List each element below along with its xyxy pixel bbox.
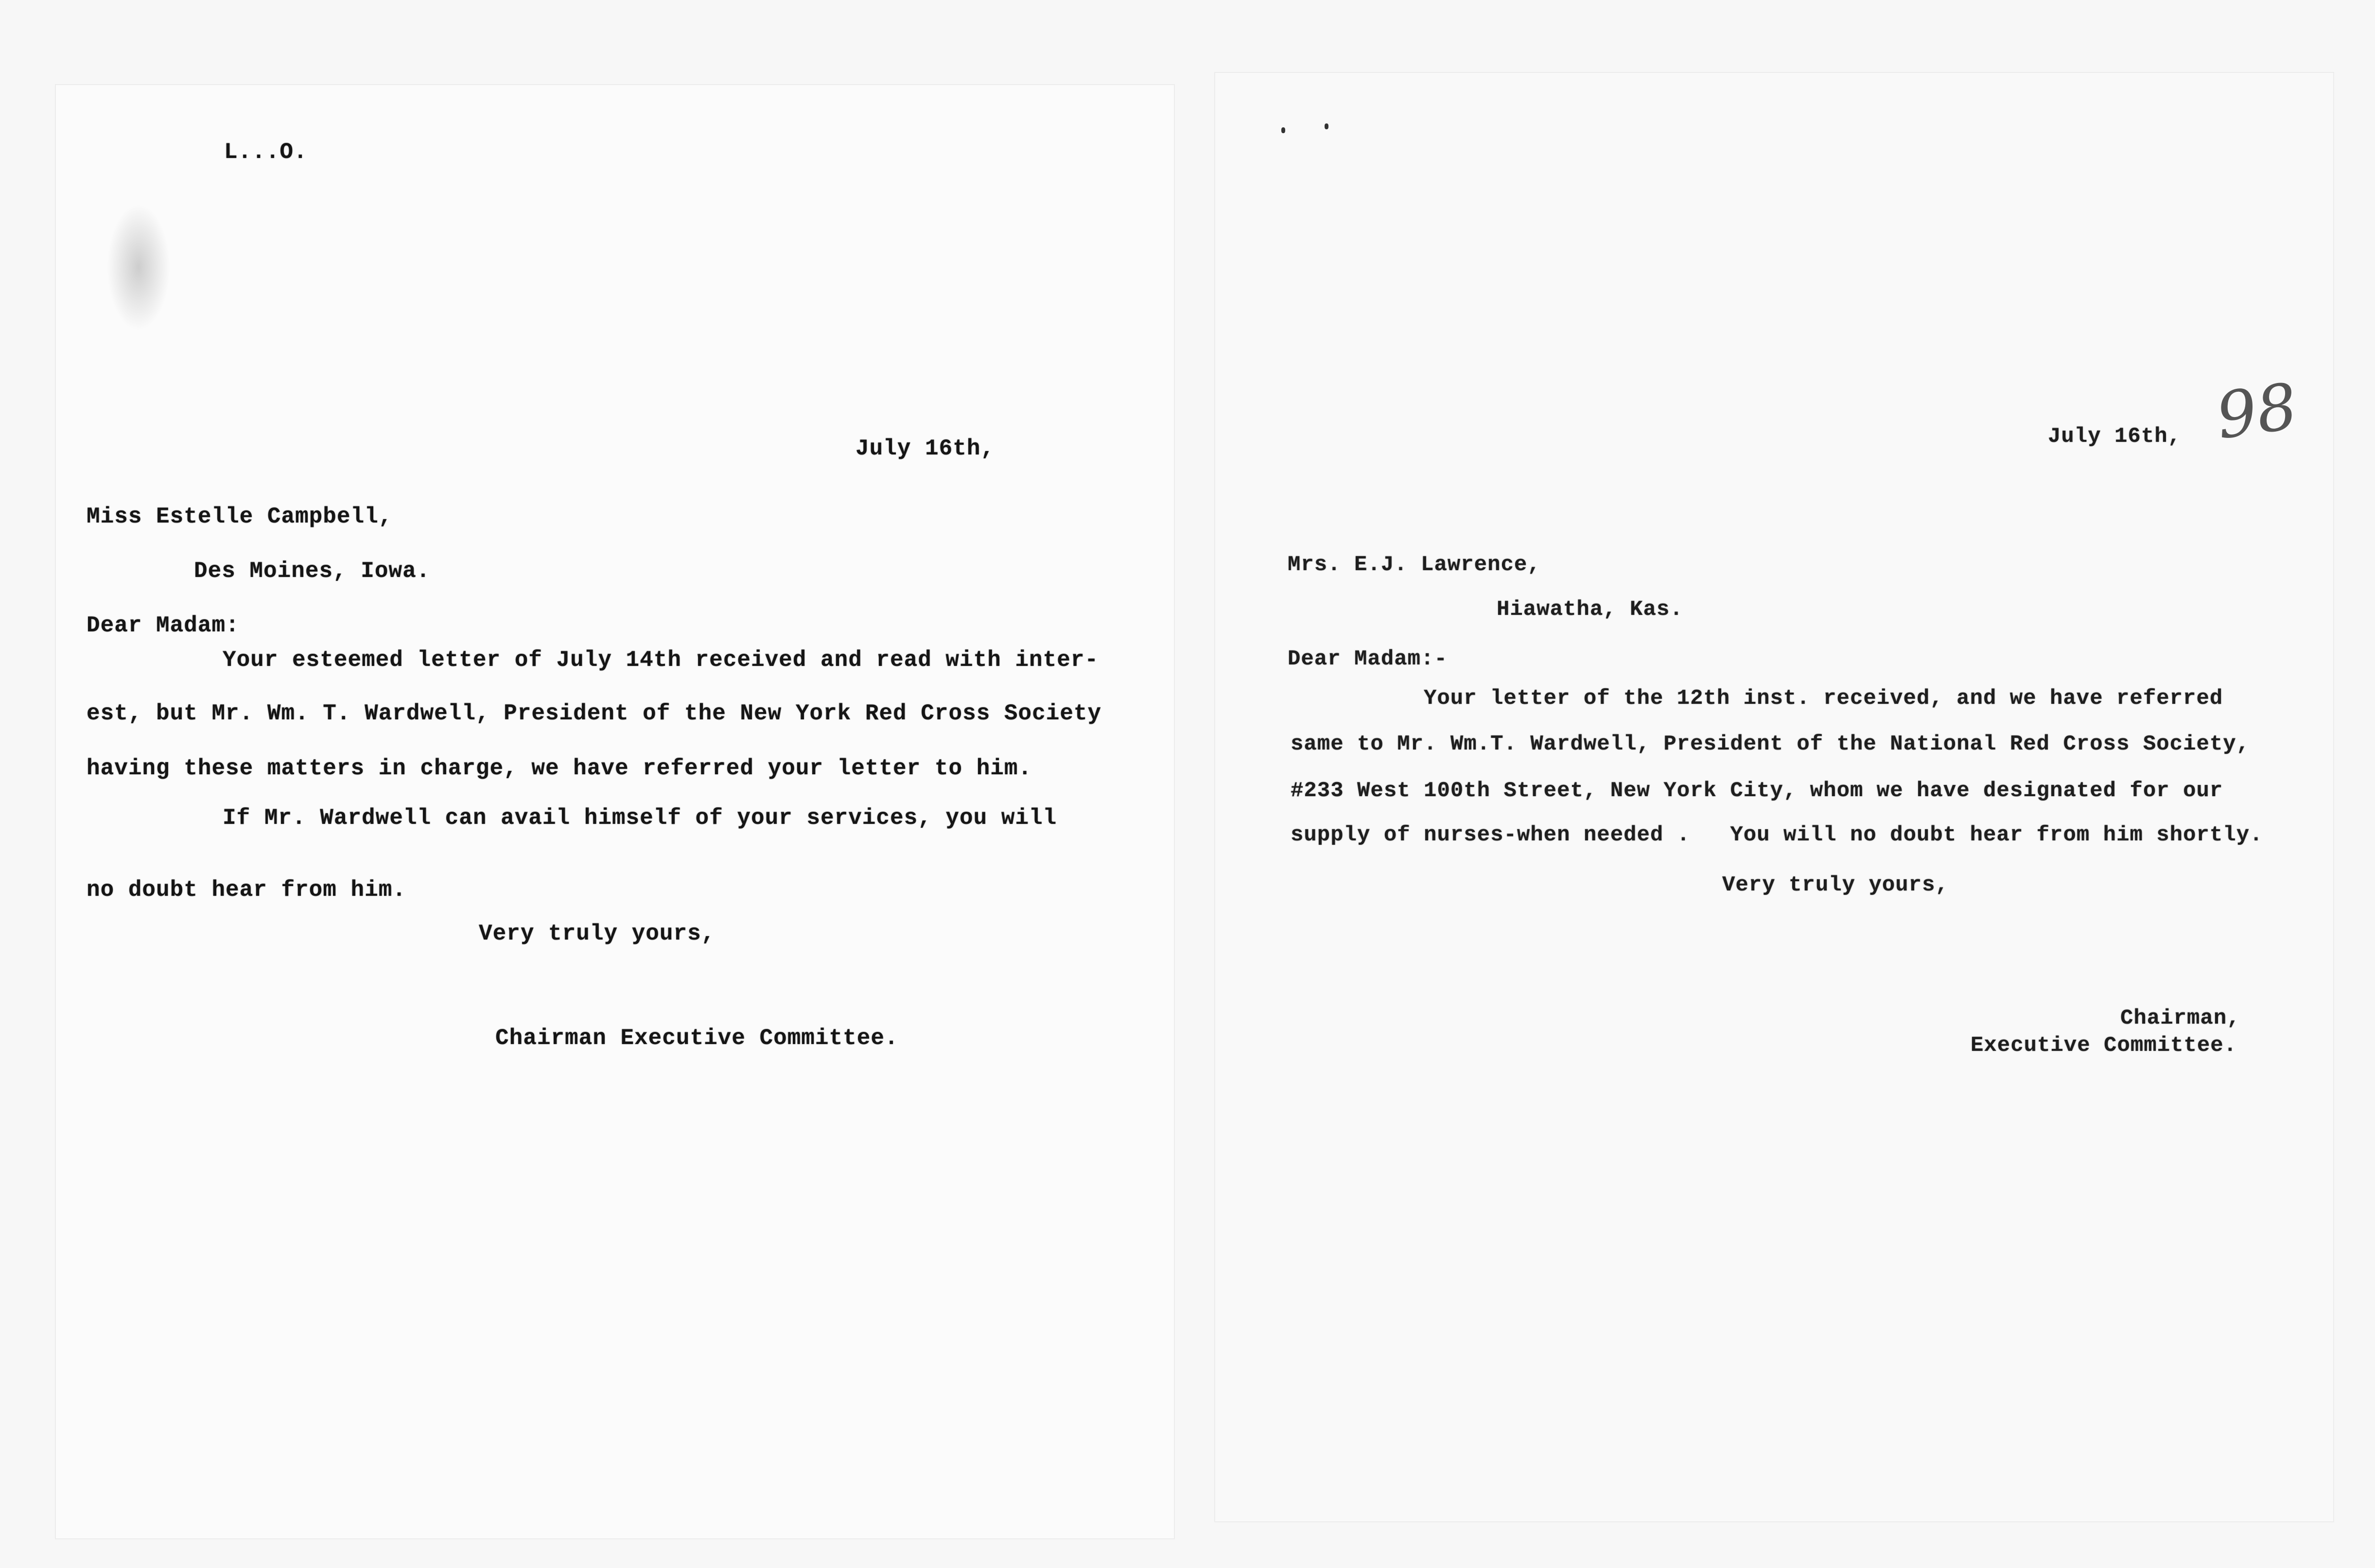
typewriter-mark	[1281, 127, 1285, 133]
recipient-name: Mrs. E.J. Lawrence,	[1288, 553, 1541, 577]
reference-initials: L...O.	[224, 139, 308, 165]
salutation: Dear Madam:	[87, 613, 240, 638]
handwritten-page-number: 98	[2212, 369, 2302, 453]
body-line: est, but Mr. Wm. T. Wardwell, President of the New York Red Cross Society	[87, 701, 1102, 726]
letter-date: July 16th,	[2048, 424, 2182, 449]
recipient-name: Miss Estelle Campbell,	[87, 504, 393, 529]
ink-smudge	[107, 204, 170, 331]
body-line: no doubt hear from him.	[87, 877, 406, 903]
closing: Very truly yours,	[479, 921, 716, 946]
signature-title: Chairman Executive Committee.	[495, 1026, 899, 1051]
letter-date: July 16th,	[856, 436, 995, 461]
salutation: Dear Madam:-	[1288, 647, 1448, 671]
body-line: Your letter of the 12th inst. received, and we have referred	[1424, 686, 2223, 711]
body-line: same to Mr. Wm.T. Wardwell, President of the National Red Cross Society,	[1291, 732, 2250, 756]
signature-line-2: Executive Committee.	[1971, 1033, 2237, 1058]
recipient-location: Des Moines, Iowa.	[194, 558, 431, 584]
recipient-location: Hiawatha, Kas.	[1497, 597, 1683, 622]
closing: Very truly yours,	[1722, 873, 1949, 897]
typewriter-mark	[1325, 123, 1328, 129]
body-line: Your esteemed letter of July 14th received and read with inter-	[223, 647, 1099, 673]
body-line: #233 West 100th Street, New York City, whom we have designated for our	[1291, 779, 2223, 803]
body-line: having these matters in charge, we have referred your letter to him.	[87, 756, 1032, 781]
signature-line-1: Chairman,	[2120, 1006, 2240, 1030]
body-line: If Mr. Wardwell can avail himself of your services, you will	[223, 805, 1057, 831]
body-line: supply of nurses-when needed . You will no doubt hear from him shortly.	[1291, 823, 2263, 847]
